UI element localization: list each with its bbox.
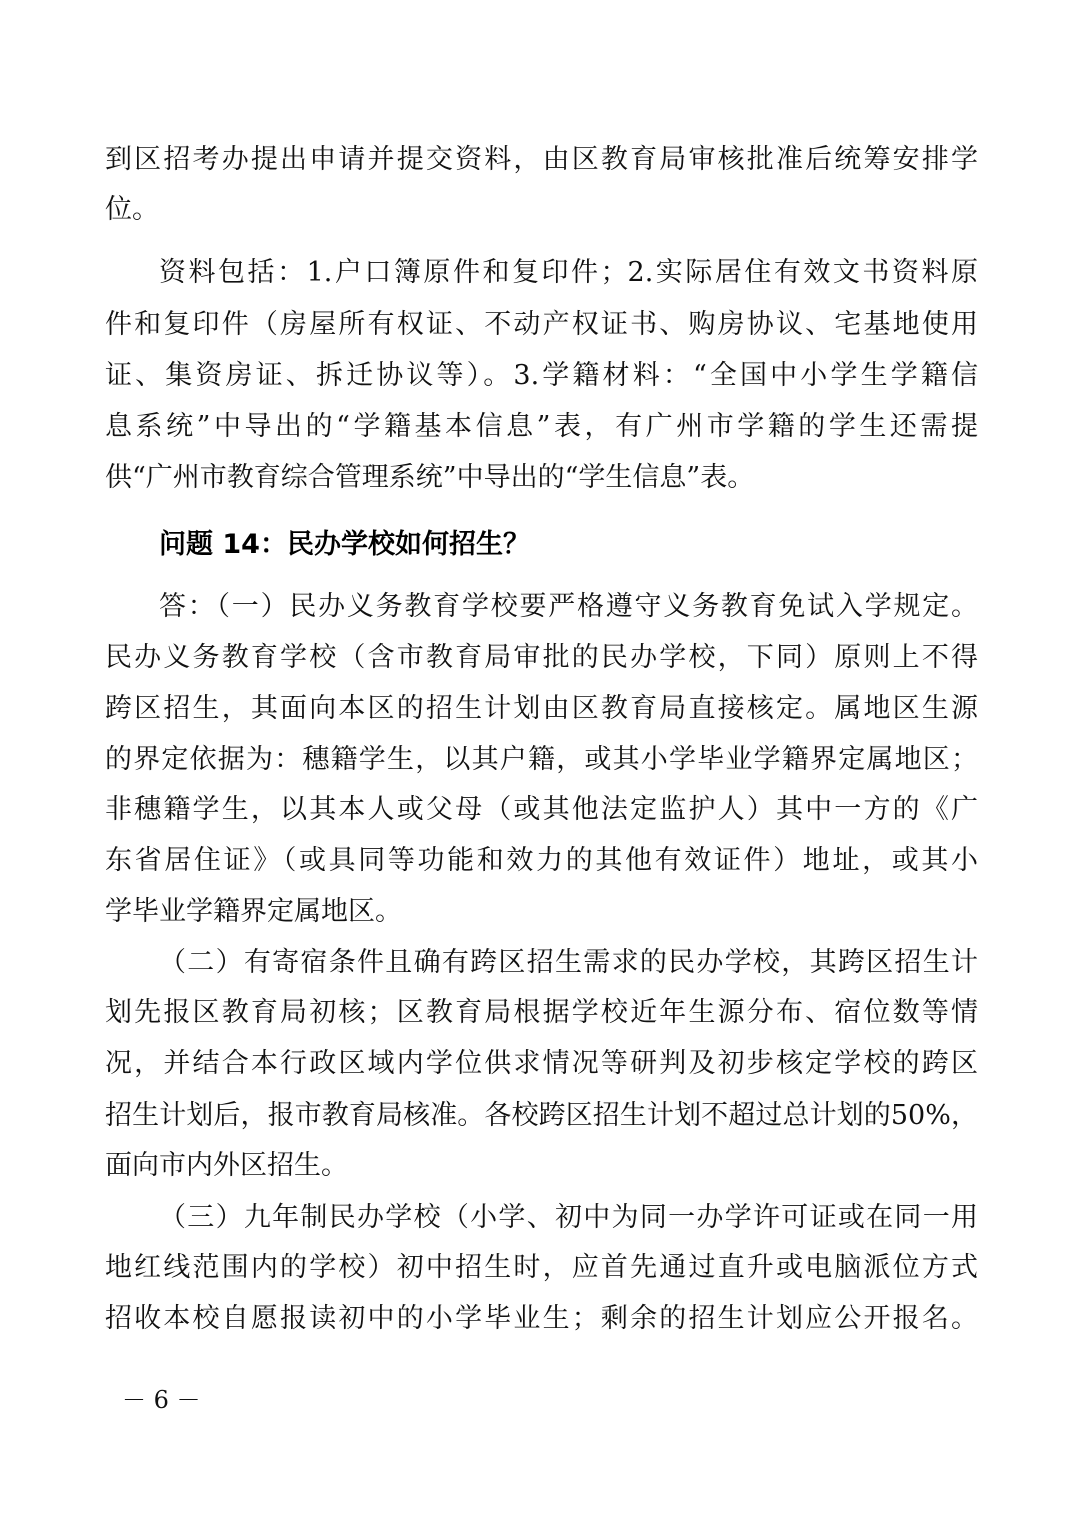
text-line: （三）九年制民办学校（小学、初中为同一办学许可证或在同一用: [159, 1202, 978, 1233]
text-line: 的界定依据为：穗籍学生，以其户籍，或其小学毕业学籍界定属地区；: [105, 744, 978, 775]
text-line: 非穗籍学生，以其本人或父母（或其他法定监护人）其中一方的《广: [105, 794, 978, 825]
question-heading: 问题 14：民办学校如何招生？: [159, 529, 530, 560]
text-line: （二）有寄宿条件且确有跨区招生需求的民办学校，其跨区招生计: [159, 947, 978, 978]
text-line: 面向市内外区招生。: [105, 1150, 348, 1181]
text-line: 答：（一）民办义务教育学校要严格遵守义务教育免试入学规定。: [159, 591, 978, 622]
text-line: 划先报区教育局初核；区教育局根据学校近年生源分布、宿位数等情: [105, 997, 978, 1028]
text-line: 证、集资房证、拆迁协议等）。3.学籍材料：“全国中小学生学籍信: [105, 360, 978, 391]
text-line: 到区招考办提出申请并提交资料，由区教育局审核批准后统筹安排学: [105, 144, 978, 175]
text-line: 况，并结合本行政区域内学位供求情况等研判及初步核定学校的跨区: [105, 1048, 978, 1079]
text-line: 地红线范围内的学校）初中招生时，应首先通过直升或电脑派位方式: [105, 1252, 978, 1283]
text-line: 资料包括：1.户口簿原件和复印件；2.实际居住有效文书资料原: [159, 257, 978, 288]
text-line: 位。: [105, 194, 159, 225]
page-number: － 6 －: [122, 1386, 201, 1414]
text-line: 招生计划后，报市教育局核准。各校跨区招生计划不超过总计划的50%，: [105, 1100, 978, 1131]
text-line: 跨区招生，其面向本区的招生计划由区教育局直接核定。属地区生源: [105, 693, 978, 724]
text-line: 东省居住证》（或具同等功能和效力的其他有效证件）地址，或其小: [105, 845, 978, 876]
text-line: 民办义务教育学校（含市教育局审批的民办学校，下同）原则上不得: [105, 642, 978, 673]
text-line: 学毕业学籍界定属地区。: [105, 896, 402, 927]
text-line: 息系统”中导出的“学籍基本信息”表，有广州市学籍的学生还需提: [105, 411, 978, 442]
text-line: 件和复印件（房屋所有权证、不动产权证书、购房协议、宅基地使用: [105, 309, 978, 340]
text-line: 招收本校自愿报读初中的小学毕业生；剩余的招生计划应公开报名。: [105, 1303, 978, 1334]
text-line: 供“广州市教育综合管理系统”中导出的“学生信息”表。: [105, 462, 755, 493]
